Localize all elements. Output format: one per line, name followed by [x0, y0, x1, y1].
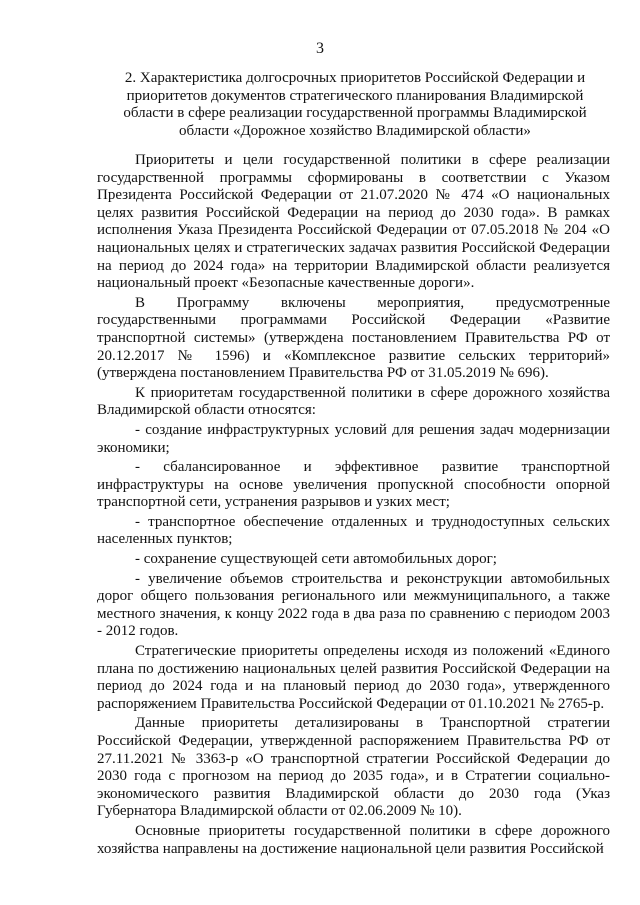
- list-item-preserve-road-network: - сохранение существующей сети автомобильных дорог;: [135, 551, 497, 568]
- list-item-balanced-development: - сбалансированное и эффективное развитие транспортной инфраструктуры на основе увеличения пропускной способности опорной транспортной сети, устранения разрывов и узких мест;: [97, 459, 610, 511]
- paragraph-priorities-intro: К приоритетам государственной политики в сфере дорожного хозяйства Владимирской области относятся:: [97, 384, 610, 419]
- list-item-remote-settlements: - транспортное обеспечение отдаленных и труднодоступных сельских населенных пунктов;: [97, 513, 610, 548]
- document-body: [97, 152, 610, 858]
- paragraph-strategic-priorities: Стратегические приоритеты определены исходя из положений «Единого плана по достижению национальных целей развития Российской Федерации на период до 2024 года и на плановый период до 2030 года», утвержденного распоряжением Правительства Российской Федерации от 01.10.2021 № 2765-р.: [97, 643, 610, 712]
- paragraph-transport-strategy: Данные приоритеты детализированы в Транспортной стратегии Российской Федерации, утвержденной распоряжением Правительства РФ от 27.11.2021 № 3363-р «О транспортной стратегии Российской Федерации до 2030 года с прогнозом на период до 2035 года», и в Стратегии социально-экономического развития Владимирской области до 2030 года (Указ Губернатора Владимирской области от 02.06.2009 № 10).: [97, 715, 610, 820]
- paragraph-program-measures: В Программу включены мероприятия, предусмотренные государственными программами Российской Федерации «Развитие транспортной системы» (утверждена постановлением Правительства РФ от 20.12.2017 № 1596) и «Комплексное развитие сельских территорий» (утверждена постановлением Правительства РФ от 31.05.2019 № 696).: [97, 294, 610, 382]
- page-number: 3: [316, 40, 324, 57]
- list-item-increase-construction: - увеличение объемов строительства и реконструкции автомобильных дорог общего пользования регионального или межмуниципального, а также местного значения, к концу 2022 года в два раза по сравнению с периодом 2003 - 2012 годов.: [97, 570, 610, 640]
- paragraph-goals-and-decrees: Приоритеты и цели государственной политики в сфере реализации государственной программы сформированы в соответствии с Указом Президента Российской Федерации от 21.07.2020 № 474 «О национальных целях развития Российской Федерации на период до 2030 года». В рамках исполнения Указа Президента Российской Федерации от 07.05.2018 № 204 «О национальных целях и стратегических задачах развития Российской Федерации на период до 2024 года» на территории Владимирской области реализуется национальный проект «Безопасные качественные дороги».: [97, 152, 610, 292]
- paragraph-main-priorities: Основные приоритеты государственной политики в сфере дорожного хозяйства направлены на достижение национальной цели развития Российской: [97, 822, 610, 857]
- list-item-infrastructure-conditions: - создание инфраструктурных условий для решения задач модернизации экономики;: [97, 421, 610, 456]
- section-heading: 2. Характеристика долгосрочных приоритетов Российской Федерации и приоритетов документов стратегического планирования Владимирской области в сфере реализации государственной программы Владимирской области «Дорожное хозяйство Владимирской области»: [123, 70, 587, 139]
